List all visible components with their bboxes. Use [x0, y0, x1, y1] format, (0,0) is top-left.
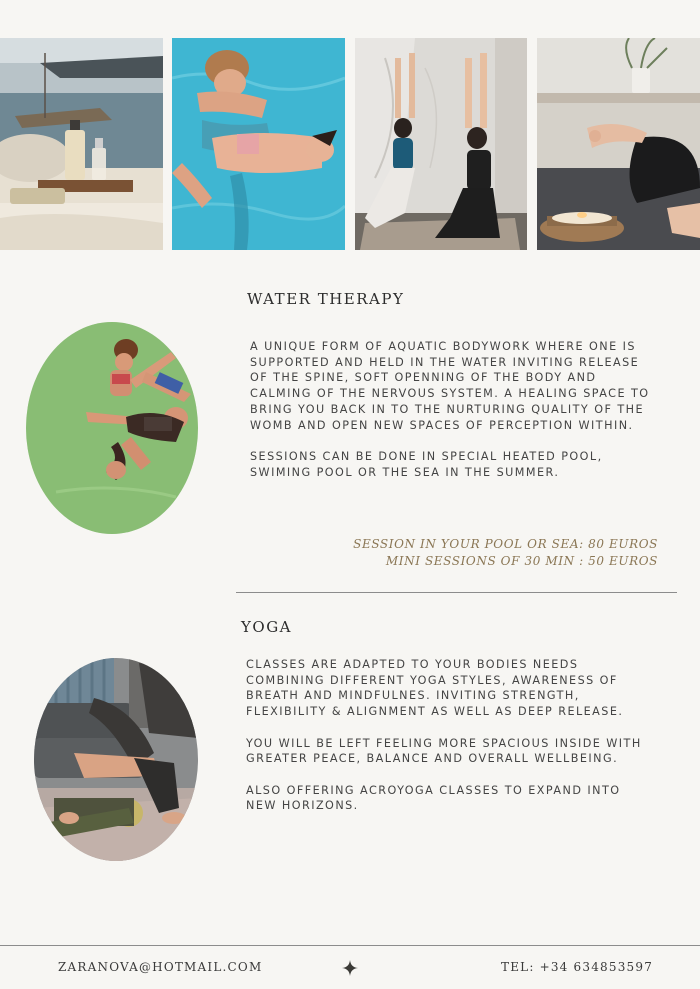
yoga-paragraph: CLASSES ARE ADAPTED TO YOUR BODIES NEEDS COMBINING DIFFERENT YOGA STYLES, AWARENESS OF BREATH AND MINDFULNES. INVITING STRENGTH, FLEXIBILITY & ALIGNMENT AS WELL AS DEEP RELEASE. [246, 658, 624, 719]
footer-email-link[interactable]: ZARANOVA@HOTMAIL.COM [58, 960, 263, 974]
spa-harbor-photo [0, 38, 163, 250]
yoga-paragraph: YOU WILL BE LEFT FEELING MORE SPACIOUS INSIDE WITH GREATER PEACE, BALANCE AND OVERALL WELLBEING. [246, 736, 642, 766]
footer-phone-link[interactable]: TEL: +34 634853597 [501, 960, 654, 974]
sparkle-star-icon [342, 960, 358, 976]
water-therapy-paragraph: A UNIQUE FORM OF AQUATIC BODYWORK WHERE ONE IS SUPPORTED AND HELD IN THE WATER INVITING RELEASE OF THE SPINE, SOFT OPENNING OF THE BODY AND CALMING OF THE NERVOUS SYSTEM. A HEALING SPACE TO BRING YOU BACK IN TO THE NURTURING QUALITY OF THE WOMB AND OPEN NEW SPACES OF PERCEPTION WITHIN. [250, 340, 650, 432]
water-therapy-price-session: SESSION IN YOUR POOL OR SEA: 80 EUROS [353, 537, 658, 551]
footer-divider [0, 945, 700, 946]
water-therapy-pool-photo [172, 38, 345, 250]
water-therapy-description [250, 339, 650, 496]
meditation-candle-photo [537, 38, 700, 250]
yoga-oval-photo [34, 658, 198, 861]
yoga-paragraph: ALSO OFFERING ACROYOGA CLASSES TO EXPAND INTO NEW HORIZONS. [246, 783, 621, 813]
yoga-description [246, 657, 651, 830]
water-therapy-price-mini: MINI SESSIONS OF 30 MIN : 50 EUROS [385, 554, 658, 568]
yoga-title: YOGA [241, 618, 293, 636]
water-therapy-paragraph: SESSIONS CAN BE DONE IN SPECIAL HEATED POOL, SWIMING POOL OR THE SEA IN THE SUMMER. [250, 449, 603, 479]
section-divider [236, 592, 677, 593]
water-therapy-oval-photo [26, 322, 198, 534]
water-therapy-title: WATER THERAPY [247, 290, 405, 308]
yoga-pose-photo [355, 38, 527, 250]
